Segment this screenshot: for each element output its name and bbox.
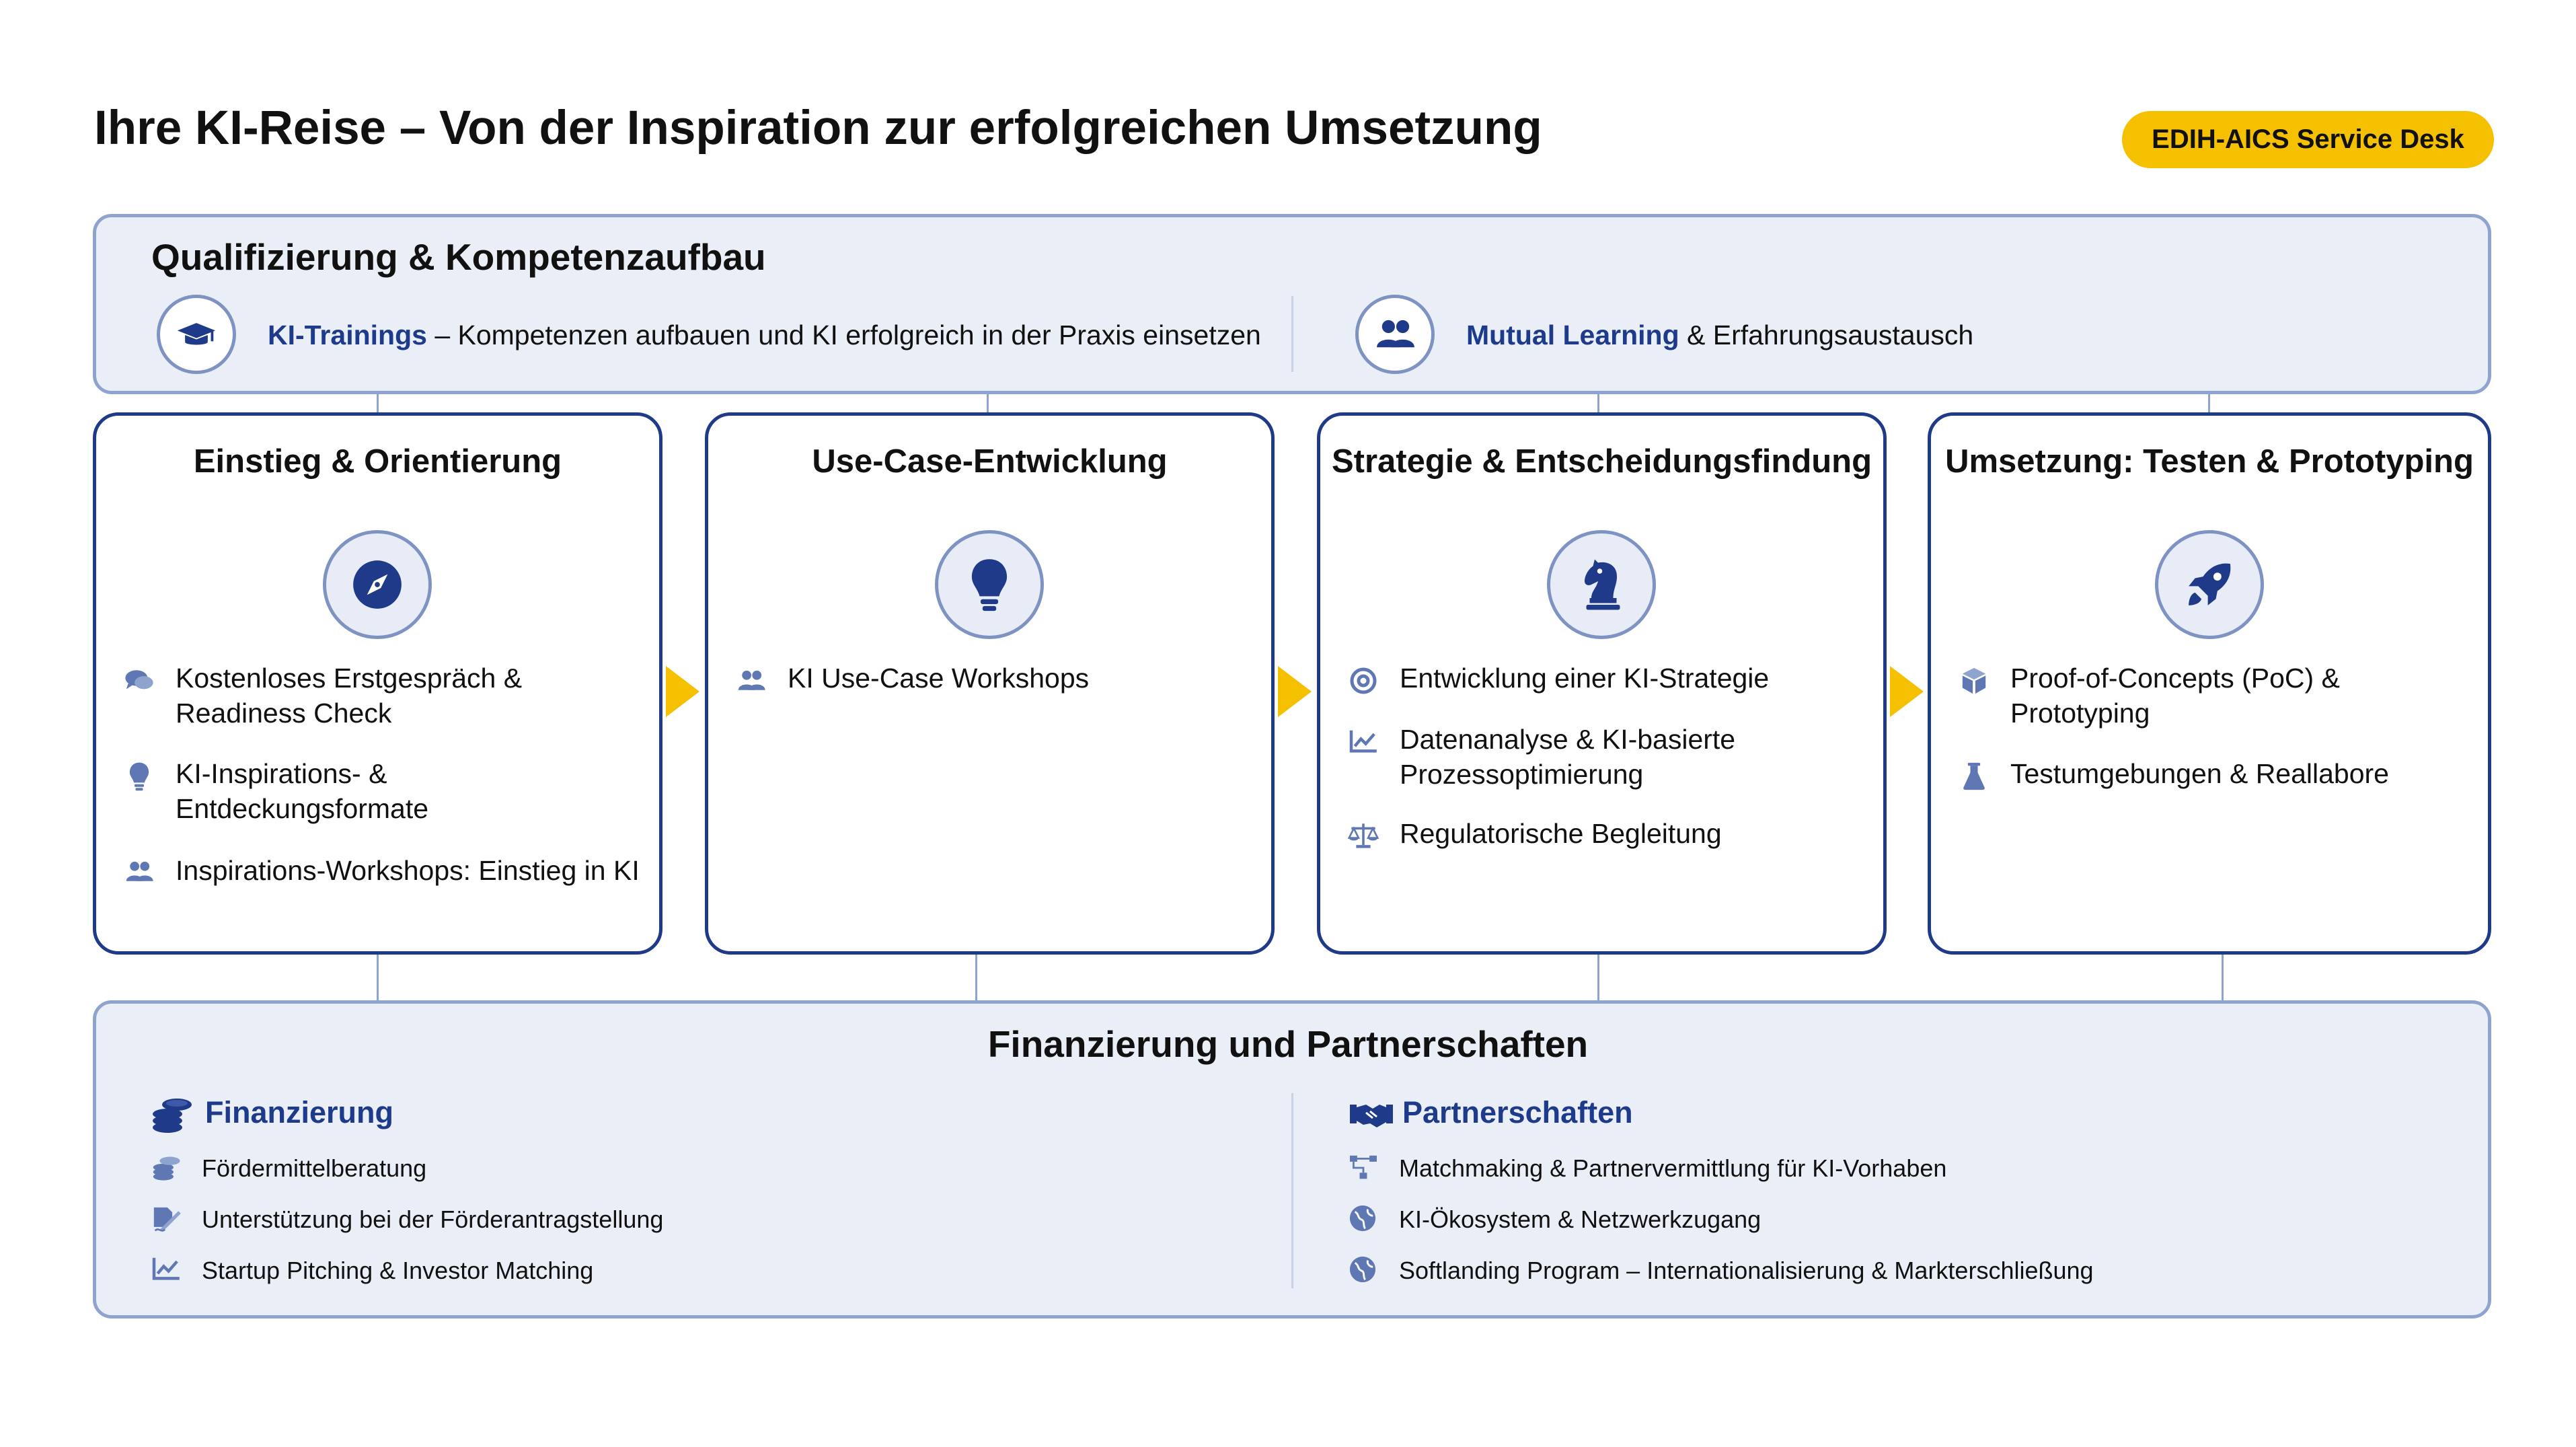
users-icon xyxy=(735,665,767,697)
flow-arrow xyxy=(666,666,699,717)
partner-item: Softlanding Program – Internationalisierung & Markterschließung xyxy=(1399,1257,2094,1284)
stage-title: Umsetzung: Testen & Prototyping xyxy=(1945,443,2474,480)
stage-item: Regulatorische Begleitung xyxy=(1400,818,1722,849)
mutual-learning-line: Mutual Learning & Erfahrungsaustausch xyxy=(1466,320,1974,350)
partner-item: KI-Ökosystem & Netzwerkzugang xyxy=(1399,1205,1761,1233)
connector xyxy=(2222,954,2224,1001)
file-signature-icon xyxy=(151,1206,181,1236)
flask-icon xyxy=(1958,760,1990,792)
connector xyxy=(1597,394,1599,412)
globe-icon xyxy=(1349,1255,1377,1287)
connector xyxy=(975,954,977,1001)
funding-title: Finanzierung und Partnerschaften xyxy=(987,1023,1589,1065)
users-icon xyxy=(123,856,155,888)
stage-title: Use-Case-Entwicklung xyxy=(812,443,1168,480)
flow-arrow xyxy=(1890,666,1924,717)
stage-card-strategie[interactable] xyxy=(1317,412,1887,955)
handshake-icon xyxy=(1350,1099,1393,1132)
stage-card-umsetzung[interactable] xyxy=(1928,412,2491,955)
connector xyxy=(377,954,379,1001)
service-desk-badge[interactable]: EDIH-AICS Service Desk xyxy=(2122,111,2494,168)
stage-item: Proof-of-Concepts (PoC) & Prototyping xyxy=(2010,663,2340,729)
stage-item: Entwicklung einer KI-Strategie xyxy=(1400,663,1770,694)
partnerschaften-title: Partnerschaften xyxy=(1402,1095,1633,1129)
funding-item: Unterstützung bei der Förderantragstellung xyxy=(202,1205,664,1233)
qualification-divider xyxy=(1291,296,1293,372)
rocket-icon xyxy=(2155,530,2264,639)
stage-card-use-case[interactable] xyxy=(705,412,1275,955)
graduation-cap-icon xyxy=(157,295,236,374)
network-icon xyxy=(1349,1154,1378,1185)
scale-icon xyxy=(1347,819,1379,852)
ki-trainings-line: KI-Trainings – Kompetenzen aufbauen und KI erfolgreich in der Praxis einsetzen xyxy=(268,320,1261,350)
finanzierung-title: Finanzierung xyxy=(205,1095,393,1129)
mutual-learning-link[interactable]: Mutual Learning xyxy=(1466,320,1679,350)
coins-icon xyxy=(151,1154,181,1185)
funding-item: Fördermittelberatung xyxy=(202,1154,427,1182)
chess-knight-icon xyxy=(1547,530,1656,639)
stage-item: Inspirations-Workshops: Einstieg in KI xyxy=(176,855,640,886)
globe-icon xyxy=(1349,1204,1377,1236)
stage-item: KI Use-Case Workshops xyxy=(788,663,1090,694)
users-icon xyxy=(1355,295,1435,374)
chart-line-icon xyxy=(1347,725,1379,757)
stage-item: Testumgebungen & Reallabore xyxy=(2010,758,2389,789)
funding-item: Startup Pitching & Investor Matching xyxy=(202,1257,594,1284)
comments-icon xyxy=(123,665,155,697)
connector xyxy=(2208,394,2210,412)
page-title: Ihre KI-Reise – Von der Inspiration zur erfolgreichen Umsetzung xyxy=(94,102,1542,155)
funding-divider xyxy=(1291,1093,1293,1288)
partner-item: Matchmaking & Partnervermittlung für KI-Vorhaben xyxy=(1399,1154,1947,1182)
stage-title: Strategie & Entscheidungsfindung xyxy=(1331,443,1872,480)
chart-line-icon xyxy=(151,1257,181,1284)
lightbulb-icon xyxy=(123,760,155,792)
ki-trainings-link[interactable]: KI-Trainings xyxy=(268,320,427,350)
connector xyxy=(1597,954,1599,1001)
qualification-title: Qualifizierung & Kompetenzaufbau xyxy=(151,236,766,278)
stage-item: Kostenloses Erstgespräch & Readiness Check xyxy=(176,663,523,729)
flow-arrow xyxy=(1278,666,1312,717)
cube-icon xyxy=(1958,665,1990,697)
stage-item: KI-Inspirations- & Entdeckungsformate xyxy=(176,758,429,824)
target-icon xyxy=(1347,665,1379,697)
connector xyxy=(377,394,379,412)
connector xyxy=(987,394,989,412)
coins-icon xyxy=(150,1095,193,1138)
stage-card-einstieg[interactable] xyxy=(93,412,662,955)
compass-icon xyxy=(323,530,432,639)
stage-item: Datenanalyse & KI-basierte Prozessoptimierung xyxy=(1400,724,1736,790)
lightbulb-icon xyxy=(935,530,1044,639)
stage-title: Einstieg & Orientierung xyxy=(193,443,562,480)
